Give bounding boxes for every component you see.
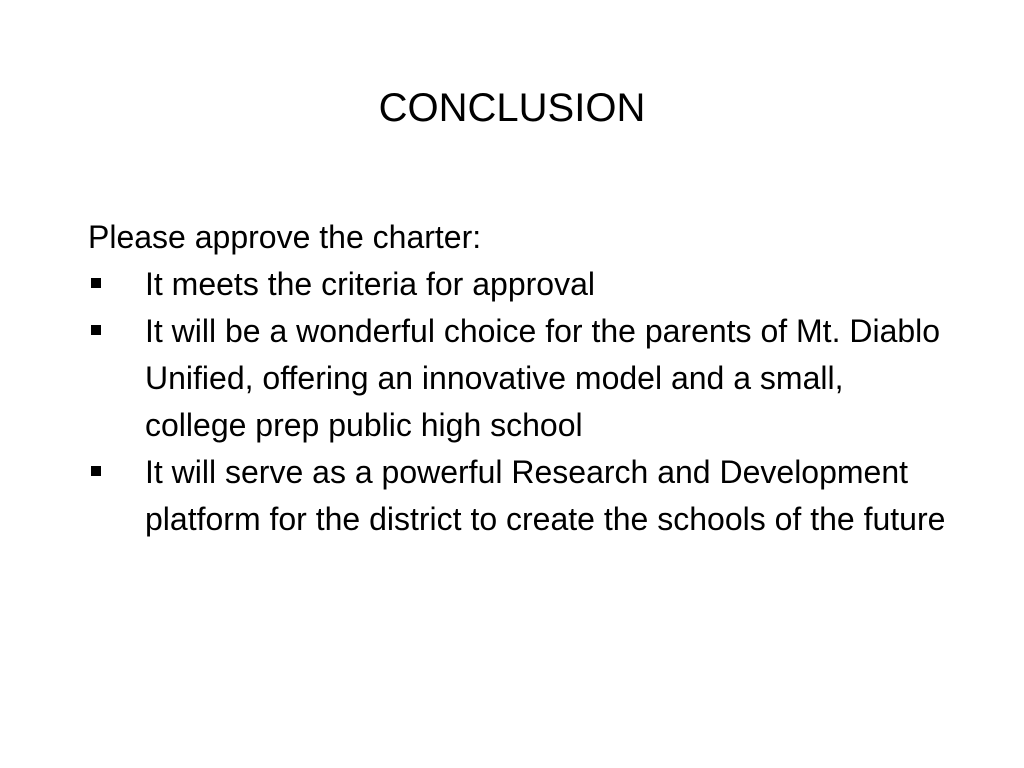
bullet-item xyxy=(88,261,948,308)
square-bullet-icon xyxy=(91,466,101,476)
square-bullet-icon xyxy=(91,278,101,288)
bullet-text: It will serve as a powerful Research and Development platform for the district to create the schools of the future xyxy=(145,454,946,537)
bullet-text: It will be a wonderful choice for the parents of Mt. Diablo Unified, offering an innovative model and a small, college prep public high school xyxy=(145,313,941,443)
bullet-item xyxy=(88,308,948,449)
bullet-list xyxy=(88,261,948,543)
bullet-item xyxy=(88,449,948,543)
square-bullet-icon xyxy=(91,325,101,335)
intro-text: Please approve the charter: xyxy=(88,219,482,255)
bullet-text: It meets the criteria for approval xyxy=(145,266,595,302)
slide-title: CONCLUSION xyxy=(378,86,646,130)
slide-body xyxy=(88,214,948,543)
